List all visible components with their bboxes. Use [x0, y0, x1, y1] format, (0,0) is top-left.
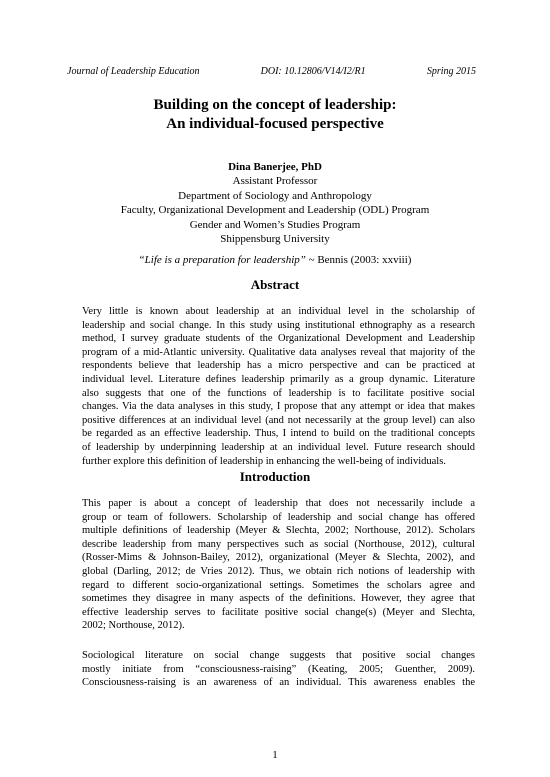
intro-paragraph-2 — [82, 649, 475, 690]
author-faculty: Faculty, Organizational Development and Leadership (ODL) Program — [120, 204, 430, 217]
intro-line: multiple definitions of leadership (Meyer & Slechta, 2002; Northouse, 2012). Scholars — [82, 525, 475, 537]
author-name: Dina Banerjee, PhD — [228, 161, 322, 173]
title-line-1: Building on the concept of leadership: — [153, 97, 397, 113]
abstract-line: further explore this definition of leadership in enhancing the well-being of individuals. — [82, 455, 446, 467]
doi: DOI: 10.12806/V14/I2/R1 — [260, 66, 366, 77]
author-university: Shippensburg University — [220, 233, 330, 246]
abstract-line: method, I survey graduate students of the Organizational Development and Leadership — [82, 333, 475, 345]
epigraph-quote: “Life is a preparation for leadership” — [138, 254, 306, 267]
abstract-line: individual level. Literature defines leadership primarily as a group dynamic. Literature — [82, 373, 475, 385]
intro-line: Sociological literature on social change suggests that positive social changes — [82, 650, 475, 661]
paper-title — [67, 96, 483, 134]
intro-line: regard to different socio-organizational settings. Sometimes the scholars agree and — [82, 579, 475, 591]
intro-paragraph-1 — [82, 497, 475, 633]
intro-line: global (Darling, 2012; de Vries 2012). Thus, we obtain rich notions of leadership with — [82, 565, 475, 577]
epigraph-source: ~ Bennis (2003: xxviii) — [305, 254, 412, 267]
abstract-line: changes. Via the data analyses in this study, I propose that any attempt or idea that makes — [82, 401, 475, 413]
abstract-line: program of a mid-Atlantic university. Qualitative data analyses reveal that majority of the — [82, 346, 475, 358]
abstract-line: Very little is known about leadership at an individual level in the scholarship of — [82, 306, 475, 317]
introduction-heading: Introduction — [239, 469, 311, 484]
running-header — [67, 66, 476, 77]
intro-line: effective leadership serves to facilitate positive social change(s) (Meyer and Slechta, — [82, 606, 475, 618]
intro-line: 2002; Northouse, 2012). — [82, 620, 185, 632]
abstract-line: of leadership by underpinning leadership at an individual level. Future research should — [82, 441, 475, 453]
author-department: Department of Sociology and Anthropology — [178, 189, 372, 202]
abstract-heading: Abstract — [250, 277, 300, 292]
intro-line: describe leadership from many perspectives such as social (Northouse, 2012), cultural — [82, 538, 475, 550]
author-info — [40, 160, 510, 268]
issue-date: Spring 2015 — [426, 66, 476, 77]
intro-line: This paper is about a concept of leadership that does not necessarily include a — [82, 498, 475, 509]
intro-line: group or team of followers. Scholarship of leadership and social change has offered — [82, 511, 475, 523]
intro-line: (Rosser-Mims & Johnson-Bailey, 2012), organizational (Meyer & Slechta, 2002), and — [82, 552, 475, 564]
abstract-line: also suggests that one of the functions of leadership is to facilitate positive social — [82, 387, 475, 399]
intro-line: Consciousness-raising is an awareness of an individual. This awareness enables the — [82, 677, 475, 689]
epigraph — [40, 253, 510, 267]
author-program: Gender and Women’s Studies Program — [189, 218, 361, 231]
abstract-line: respondents believe that leadership has a micro perspective and can be practiced at — [82, 360, 475, 372]
intro-line: mostly initiate from “consciousness-raising” (Keating, 2005; Guenther, 2009). — [82, 663, 475, 675]
author-position: Assistant Professor — [232, 175, 318, 188]
abstract-line: be regarded as an effective leadership. Thus, I intend to build on the traditional concepts — [82, 428, 475, 440]
journal-name: Journal of Leadership Education — [67, 66, 200, 77]
abstract-paragraph — [82, 305, 475, 468]
intro-line: sometimes they disagree in many aspects of the definitions. However, they agree that — [82, 593, 475, 605]
title-line-2: An individual-focused perspective — [166, 116, 384, 132]
abstract-line: leadership and social change. In this study using institutional ethnography as a research — [82, 319, 475, 331]
page-number: 1 — [272, 749, 278, 761]
abstract-line: positive differences at an individual level (and not necessarily at the group level) can also — [82, 414, 475, 426]
